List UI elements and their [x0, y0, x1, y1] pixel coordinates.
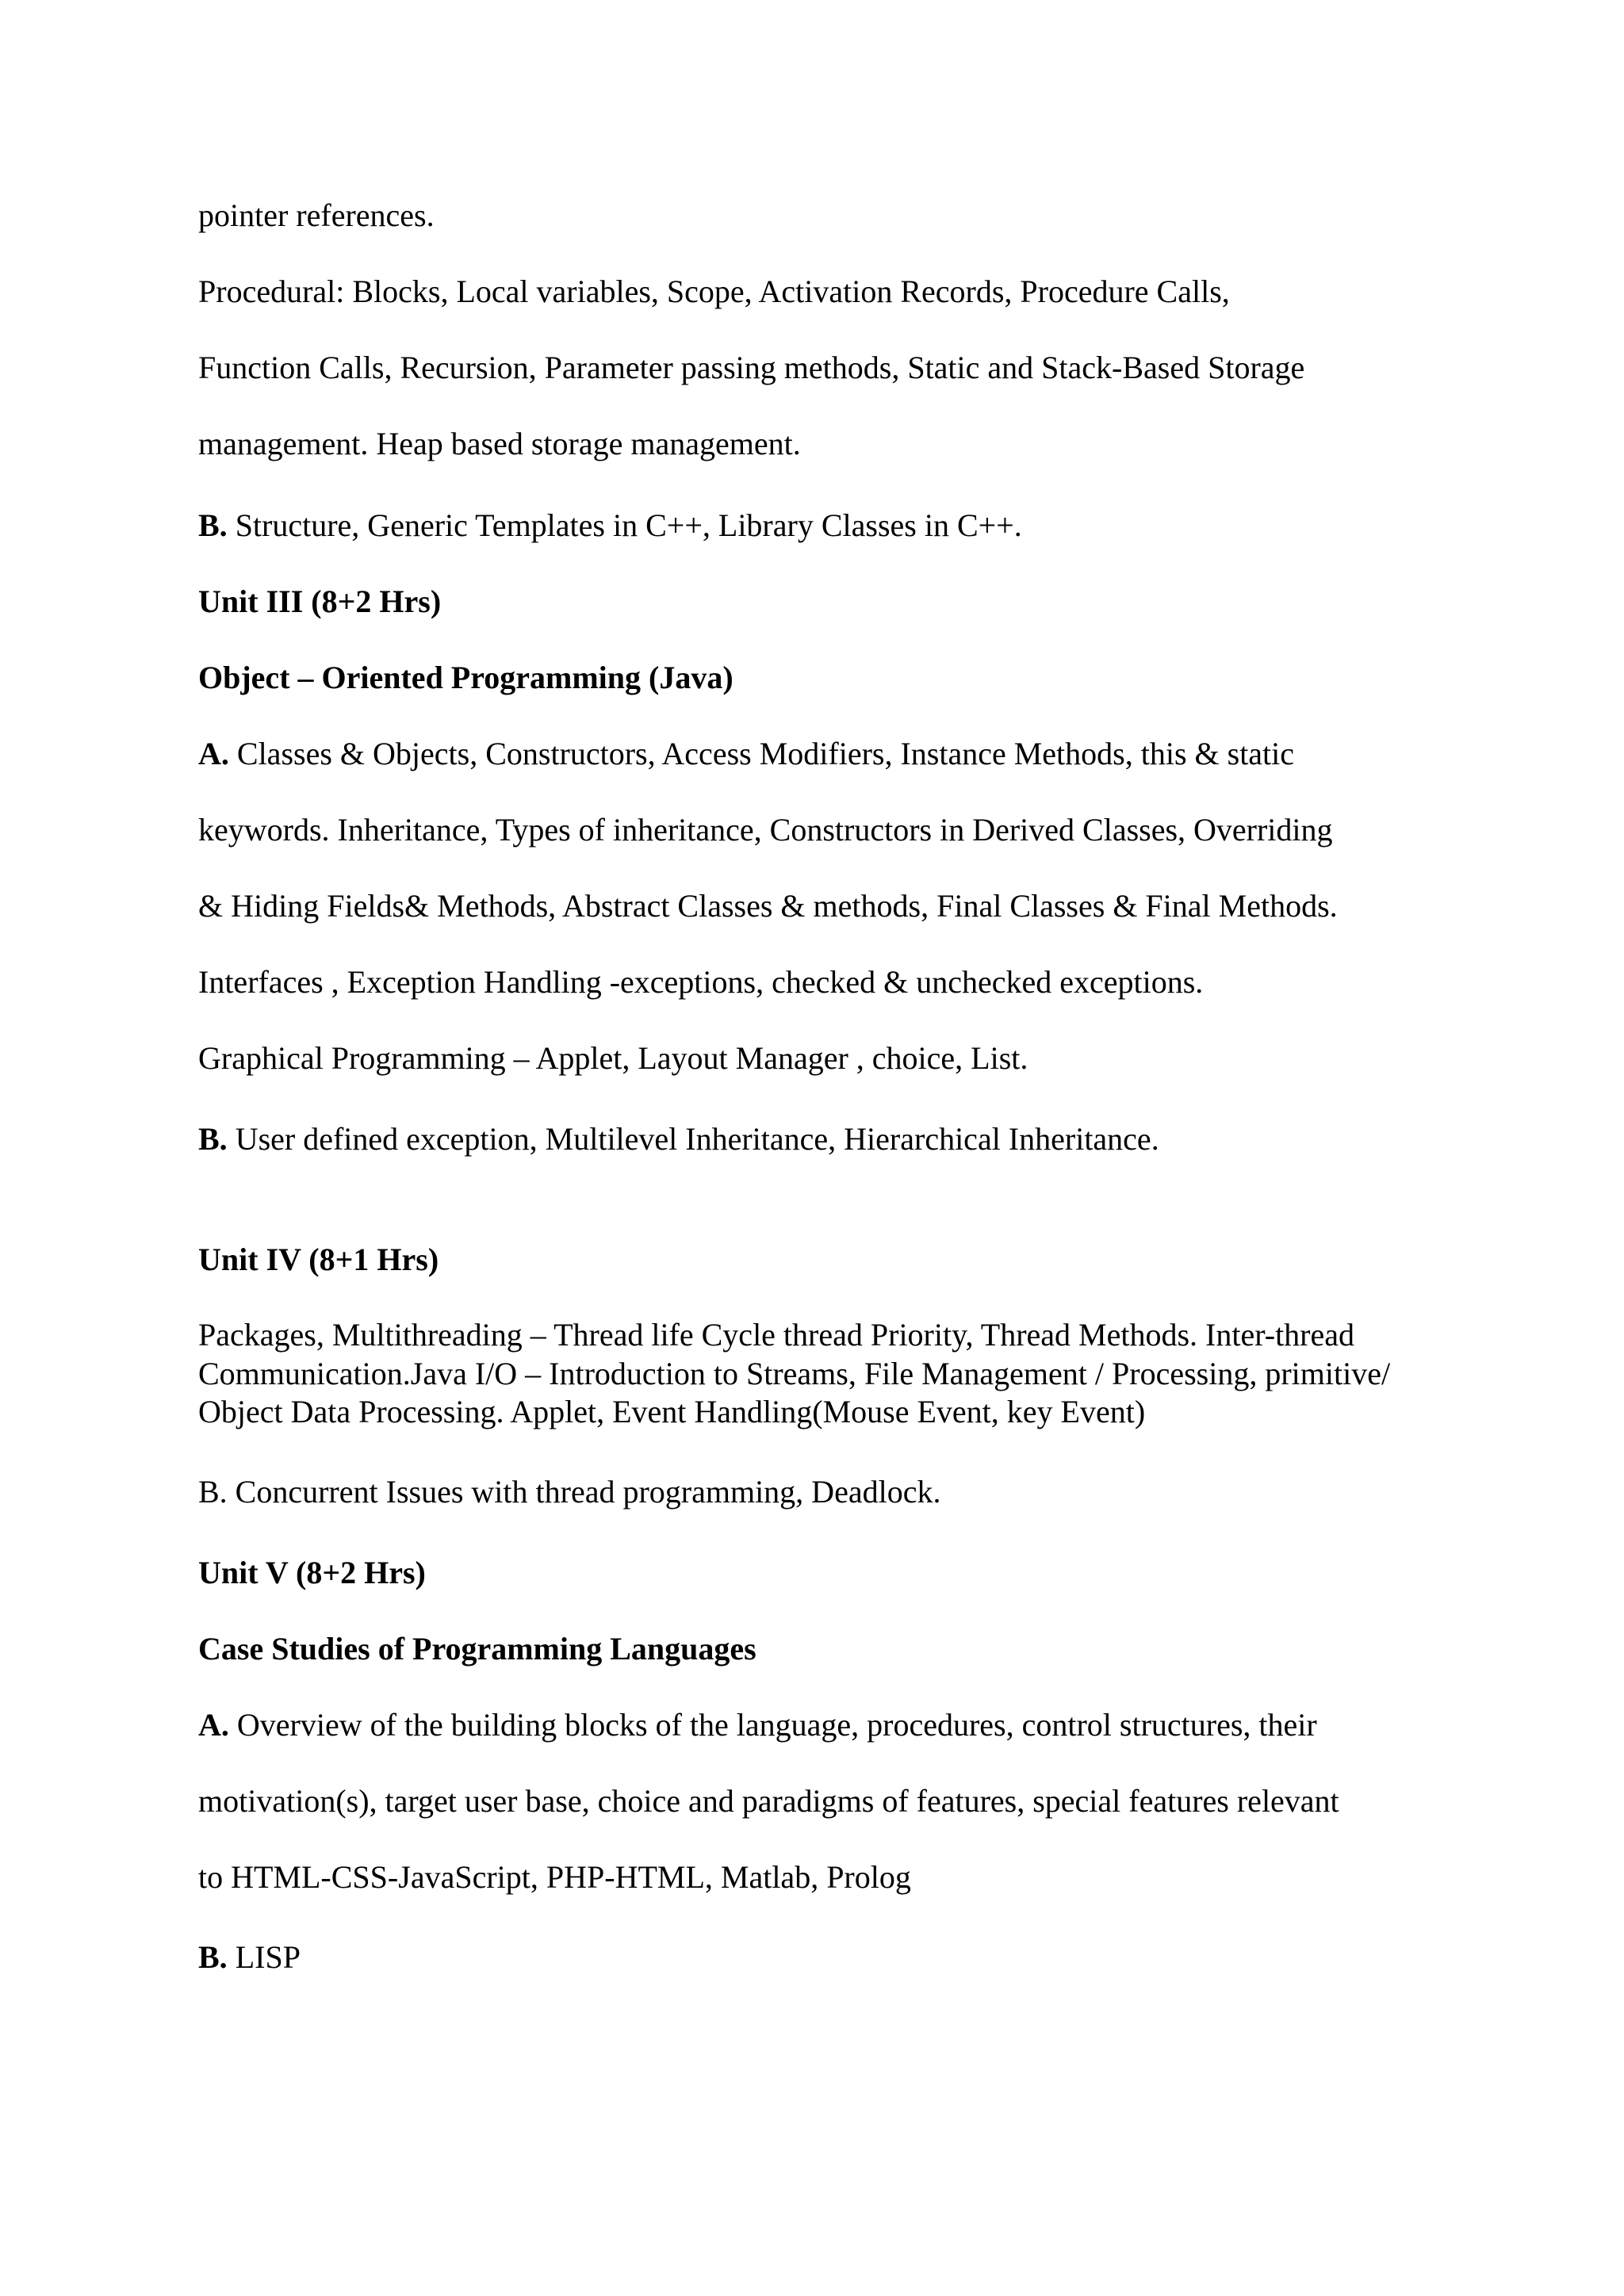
item-text: Overview of the building blocks of the language, procedures, control structures, their [228, 1707, 1317, 1743]
item-label: A. [198, 736, 229, 771]
item-label: B. [198, 1939, 228, 1975]
text-line: keywords. Inheritance, Types of inheritance, Constructors in Derived Classes, Overriding [198, 812, 1333, 848]
text-line: Graphical Programming – Applet, Layout Manager , choice, List. [198, 1040, 1028, 1076]
text-line: pointer references. [198, 197, 435, 233]
item-text: User defined exception, Multilevel Inheritance, Hierarchical Inheritance. [227, 1121, 1159, 1157]
section-b-line [198, 1938, 301, 1976]
item-text: Structure, Generic Templates in C++, Library Classes in C++. [227, 507, 1022, 543]
text-line: motivation(s), target user base, choice and paradigms of features, special features relevant [198, 1783, 1339, 1819]
section-a-line [198, 1706, 1317, 1744]
item-label: A. [198, 1707, 229, 1743]
item-text: Classes & Objects, Constructors, Access Modifiers, Instance Methods, this & static [228, 736, 1295, 771]
item-label: B. [198, 507, 228, 543]
unit-heading: Unit IV (8+1 Hrs) [198, 1242, 439, 1277]
text-line: Packages, Multithreading – Thread life Cycle thread Priority, Thread Methods. Inter-thread [198, 1317, 1355, 1353]
item-text: LISP [227, 1939, 301, 1975]
unit-title: Case Studies of Programming Languages [198, 1631, 756, 1667]
text-line: Communication.Java I/O – Introduction to Streams, File Management / Processing, primitive/ [198, 1356, 1391, 1391]
section-b-line [198, 1120, 1159, 1158]
section-b-line [198, 507, 1022, 545]
text-line: Interfaces , Exception Handling -exceptions, checked & unchecked exceptions. [198, 964, 1204, 1000]
unit-title: Object – Oriented Programming (Java) [198, 660, 733, 695]
item-label: B. [198, 1121, 228, 1157]
text-line: to HTML-CSS-JavaScript, PHP-HTML, Matlab, Prolog [198, 1859, 911, 1895]
section-a-line [198, 735, 1294, 773]
unit-heading: Unit V (8+2 Hrs) [198, 1555, 426, 1590]
text-line: B. Concurrent Issues with thread programming, Deadlock. [198, 1474, 941, 1510]
text-line: Procedural: Blocks, Local variables, Scope, Activation Records, Procedure Calls, [198, 274, 1230, 309]
text-line: Function Calls, Recursion, Parameter passing methods, Static and Stack-Based Storage [198, 350, 1305, 385]
unit-heading: Unit III (8+2 Hrs) [198, 584, 442, 619]
text-line: Object Data Processing. Applet, Event Handling(Mouse Event, key Event) [198, 1394, 1146, 1429]
text-line: management. Heap based storage management. [198, 426, 801, 461]
text-line: & Hiding Fields& Methods, Abstract Classes & methods, Final Classes & Final Methods. [198, 888, 1338, 924]
